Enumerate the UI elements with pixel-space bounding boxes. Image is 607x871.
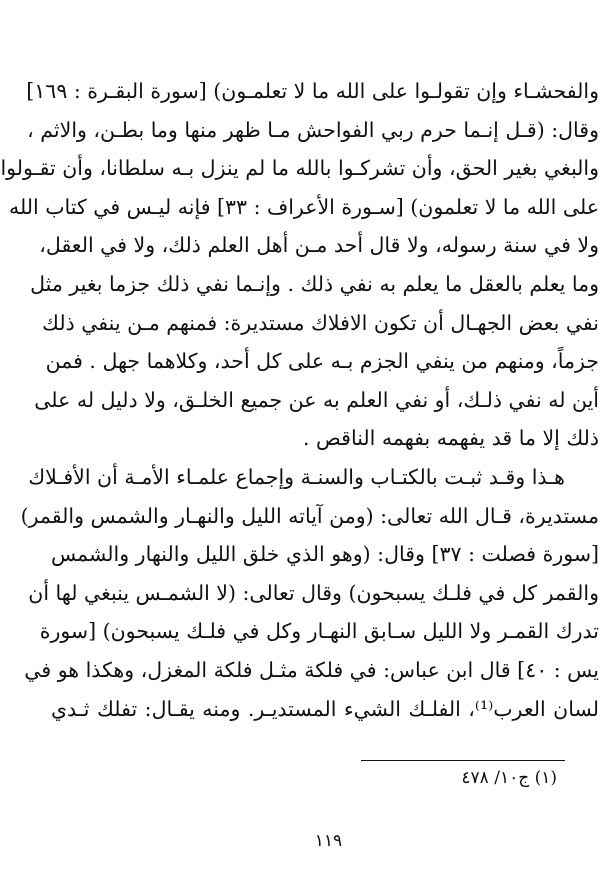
text-line-6: وما يعلم بالعقل ما يعلم به نفي ذلك . وإنـما نفي ذلك جزما بغير مثل bbox=[30, 271, 599, 296]
text-line-1: والفحشـاء وإن تقولـوا على الله ما لا تعلمـون) [سورة البقـرة : ١٦٩] bbox=[26, 79, 599, 103]
footnote-divider bbox=[361, 760, 565, 761]
text-line-14: والقمر كل في فلـك يسبحون) وقال تعالى: (لا الشمـس ينبغي لها أن bbox=[28, 580, 599, 605]
text-line-13: [سورة فصلت : ٣٧] وقال: (وهو الذي خلق الليل والنهار والشمس bbox=[51, 542, 599, 567]
page-number: ١١٩ bbox=[314, 831, 343, 851]
text-line-11: هـذا وقـد ثبـت بالكتـاب والسنـة وإجماع علمـاء الأمـة أن الأفـلاك bbox=[28, 464, 565, 489]
text-line-10: ذلك إلا ما قد يفهمه بفهمه الناقص . bbox=[303, 426, 599, 451]
text-line-7: نفي بعض الجهـال أن تكون الافلاك مستديرة: فمنهم مـن ينفي ذلك bbox=[42, 310, 599, 335]
text-line-12: مستديرة، قـال الله تعالى: (ومن آياته الليل والنهـار والشمس والقمر) bbox=[20, 503, 599, 528]
text-line-17: لسان العرب⁽¹⁾، الفلـك الشيء المستديـر. ومنه يقـال: تفلك ثـدي bbox=[51, 696, 600, 721]
text-line-16: يس : ٤٠] قال ابن عباس: في فلكة مثـل فلكة المغزل، وهكذا هو في bbox=[24, 657, 599, 682]
text-line-3: والبغي بغير الحق، وأن تشركـوا بالله ما لم ينزل بـه سلطانا، وأن تقـولوا bbox=[0, 156, 599, 181]
footnote: (١) ج١٠/ ٤٧٨ bbox=[461, 768, 557, 788]
text-line-2: وقال: (قـل إنـما حرم ربي الفواحش مـا ظهر منها وما بطـن، والاثم ، bbox=[27, 117, 599, 142]
main-text bbox=[0, 72, 600, 728]
text-line-9: أين له نفي ذلـك، أو نفي العلم به عن جميع الخلـق، ولا دليل له على bbox=[34, 387, 599, 412]
text-line-15: تدرك القمـر ولا الليل سـابق النهـار وكل في فلـك يسبحون) [سورة bbox=[39, 619, 599, 644]
text-line-4: على الله ما لا تعلمون) [سـورة الأعراف : ٣٣] فإنه ليـس في كتاب الله bbox=[9, 194, 599, 219]
text-line-5: ولا في سنة رسوله، ولا قال أحد مـن أهل العلم ذلك، ولا في العقل، bbox=[39, 233, 599, 258]
text-line-8: جزماً، ومنهم من ينفي الجزم بـه على كل أحد، وكلاهما جهل . فمن bbox=[45, 349, 599, 374]
